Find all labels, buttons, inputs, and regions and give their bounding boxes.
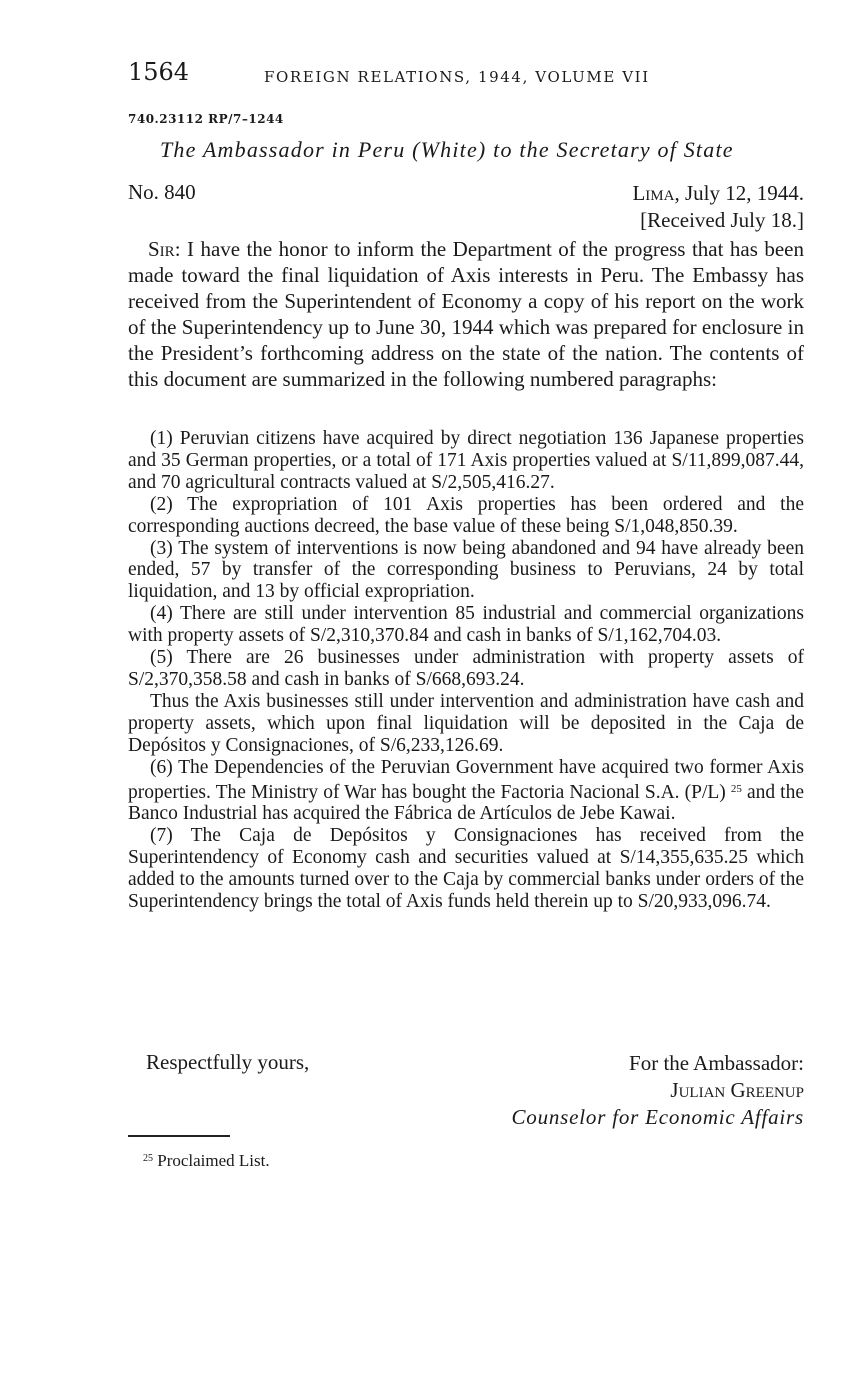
received-date: [Received July 18.]	[640, 208, 804, 232]
document-title: The Ambassador in Peru (White) to the Secretary of State	[160, 137, 734, 162]
paragraph-3: (3) The system of interventions is now being abandoned and 94 have already been ended, 57 by transfer of the corresponding business to Peruvians, 24 by total liquidation, and 13 by official expropriation.	[128, 537, 804, 603]
date: , July 12, 1944.	[674, 181, 804, 205]
place: Lima	[632, 181, 675, 205]
signer-name: Julian Greenup	[670, 1078, 804, 1102]
salutation: Sir	[148, 237, 175, 261]
footnote-marker: 25	[143, 1153, 153, 1164]
for-line: For the Ambassador:	[629, 1051, 804, 1075]
footnote-reference: 25	[730, 782, 742, 795]
paragraph-6	[128, 757, 804, 826]
numbered-paragraphs	[128, 428, 804, 913]
paragraph-6-text: (6) The Dependencies of the Peruvian Government have acquired two former Axis properties. The Ministry of War has bought the Factoria Nacional S.A. (P/L)	[128, 756, 804, 803]
paragraph-7: (7) The Caja de Depósitos y Consignaciones has received from the Superintendency of Economy cash and securities valued at S/14,355,635.25 which added to the amounts turned over to the Caja by commercial banks under orders of the Superintendency brings the total of Axis funds held therein up to S/20,933,096.74.	[128, 825, 804, 913]
paragraph-5: (5) There are 26 businesses under administration with property assets of S/2,370,358.58 and cash in banks of S/668,693.24.	[128, 647, 804, 690]
paragraph-4: (4) There are still under intervention 85 industrial and commercial organizations with property assets of S/2,310,370.84 and cash in banks of S/1,162,704.03.	[128, 603, 804, 647]
running-title: FOREIGN RELATIONS, 1944, VOLUME VII	[264, 68, 650, 86]
footnote-divider	[128, 1135, 230, 1137]
signature-block	[511, 1050, 804, 1131]
complimentary-close: Respectfully yours,	[146, 1050, 310, 1074]
paragraph-1: (1) Peruvian citizens have acquired by direct negotiation 136 Japanese properties and 35 German properties, or a total of 171 Axis properties valued at S/11,899,087.44, and 70 agricultural contracts valued at S/2,505,416.27.	[128, 428, 804, 493]
intro-paragraph	[128, 236, 804, 392]
footnote	[143, 1151, 270, 1171]
file-number: 740.23112 RP/7–1244	[128, 112, 284, 126]
dateline	[632, 180, 804, 234]
summary-paragraph: Thus the Axis businesses still under intervention and administration have cash and property assets, which upon final liquidation will be deposited in the Caja de Depósitos y Consignaciones, of S/6,233,126.69.	[128, 690, 804, 756]
paragraph-2: (2) The expropriation of 101 Axis properties has been ordered and the corresponding auctions decreed, the base value of these being S/1,048,850.39.	[128, 493, 804, 537]
page-number: 1564	[128, 58, 190, 86]
signer-title: Counselor for Economic Affairs	[511, 1105, 804, 1129]
intro-text: : I have the honor to inform the Department of the progress that has been made toward the final liquidation of Axis interests in Peru. The Embassy has received from the Superintendent of Economy a copy of his report on the work of the Superintendency up to June 30, 1944 which was prepared for enclosure in the President’s forthcoming address on the state of the nation. The contents of this document are summarized in the following numbered paragraphs:	[128, 237, 804, 391]
paragraph-6-text-cont: and the Banco Industrial has acquired the Fábrica de Artículos de Jebe Kawai.	[128, 781, 805, 825]
footnote-text: Proclaimed List.	[153, 1151, 270, 1170]
dispatch-number: No. 840	[128, 180, 196, 204]
